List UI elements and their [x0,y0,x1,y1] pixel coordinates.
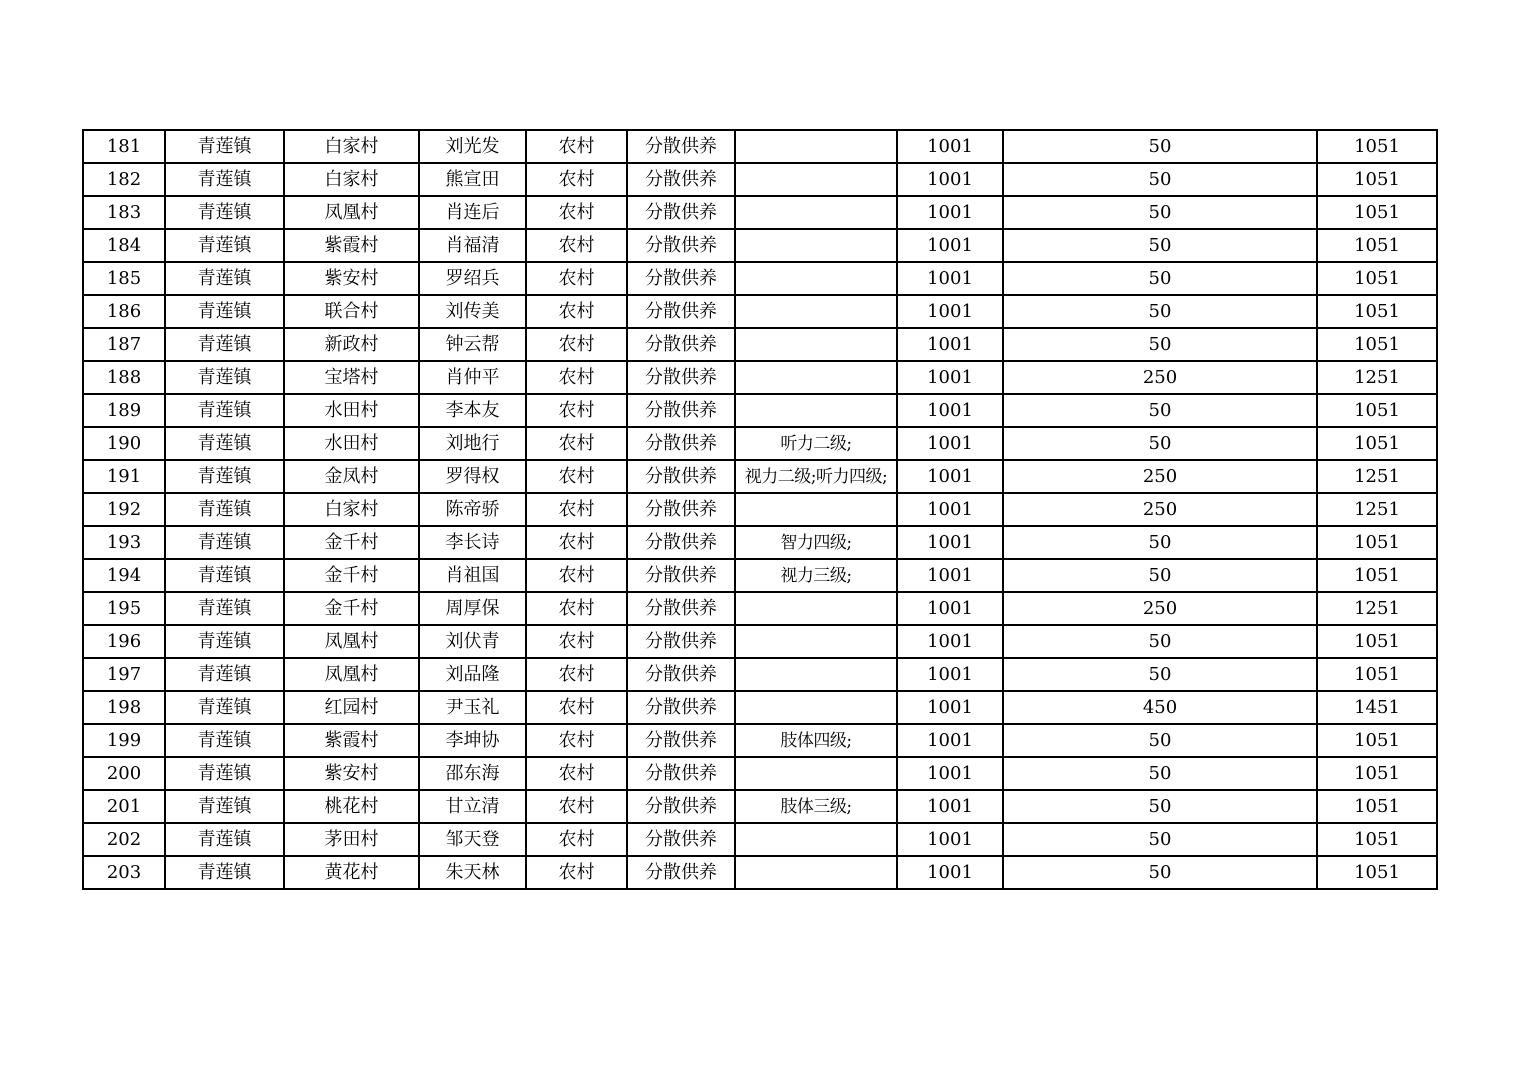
subsidy-amount-cell: 250 [1003,493,1317,526]
serial-number-cell: 195 [83,592,165,625]
base-amount-cell: 1001 [897,592,1003,625]
table-row [83,625,1437,658]
village-cell: 紫安村 [284,262,419,295]
name-cell: 刘伏青 [419,625,526,658]
serial-number-cell: 201 [83,790,165,823]
base-amount-cell: 1001 [897,691,1003,724]
area-type-cell: 农村 [526,361,627,394]
support-type-cell: 分散供养 [627,790,735,823]
support-type-cell: 分散供养 [627,592,735,625]
table-row [83,427,1437,460]
base-amount-cell: 1001 [897,757,1003,790]
area-type-cell: 农村 [526,559,627,592]
serial-number-cell: 184 [83,229,165,262]
name-cell: 陈帝骄 [419,493,526,526]
serial-number-cell: 193 [83,526,165,559]
serial-number-cell: 192 [83,493,165,526]
subsidy-amount-cell: 450 [1003,691,1317,724]
village-cell: 联合村 [284,295,419,328]
total-amount-cell: 1251 [1317,592,1437,625]
disability-note-cell: 视力二级;听力四级; [735,460,897,493]
subsidy-amount-cell: 50 [1003,427,1317,460]
support-type-cell: 分散供养 [627,757,735,790]
disability-note-cell [735,823,897,856]
disability-note-cell [735,328,897,361]
subsidy-amount-cell: 50 [1003,328,1317,361]
disability-note-cell: 听力二级; [735,427,897,460]
support-type-cell: 分散供养 [627,691,735,724]
support-type-cell: 分散供养 [627,724,735,757]
total-amount-cell: 1051 [1317,262,1437,295]
table-row [83,757,1437,790]
table-row [83,229,1437,262]
total-amount-cell: 1051 [1317,163,1437,196]
area-type-cell: 农村 [526,130,627,163]
support-type-cell: 分散供养 [627,262,735,295]
table-row [83,460,1437,493]
total-amount-cell: 1051 [1317,427,1437,460]
serial-number-cell: 188 [83,361,165,394]
name-cell: 肖连后 [419,196,526,229]
village-cell: 黄花村 [284,856,419,889]
subsidy-amount-cell: 50 [1003,823,1317,856]
village-cell: 水田村 [284,427,419,460]
subsidy-amount-cell: 50 [1003,262,1317,295]
name-cell: 甘立清 [419,790,526,823]
town-cell: 青莲镇 [165,526,284,559]
table-row [83,196,1437,229]
total-amount-cell: 1051 [1317,559,1437,592]
subsidy-amount-cell: 250 [1003,361,1317,394]
subsidy-amount-cell: 50 [1003,625,1317,658]
total-amount-cell: 1051 [1317,823,1437,856]
total-amount-cell: 1451 [1317,691,1437,724]
subsidy-amount-cell: 50 [1003,658,1317,691]
table-row [83,691,1437,724]
support-type-cell: 分散供养 [627,559,735,592]
name-cell: 朱天林 [419,856,526,889]
town-cell: 青莲镇 [165,295,284,328]
table-row [83,130,1437,163]
base-amount-cell: 1001 [897,856,1003,889]
area-type-cell: 农村 [526,460,627,493]
total-amount-cell: 1051 [1317,295,1437,328]
data-table [82,129,1438,890]
base-amount-cell: 1001 [897,658,1003,691]
support-type-cell: 分散供养 [627,493,735,526]
area-type-cell: 农村 [526,328,627,361]
area-type-cell: 农村 [526,196,627,229]
base-amount-cell: 1001 [897,196,1003,229]
support-type-cell: 分散供养 [627,658,735,691]
subsidy-amount-cell: 50 [1003,130,1317,163]
town-cell: 青莲镇 [165,229,284,262]
table-row [83,361,1437,394]
base-amount-cell: 1001 [897,493,1003,526]
disability-note-cell [735,394,897,427]
table-row [83,658,1437,691]
serial-number-cell: 198 [83,691,165,724]
village-cell: 白家村 [284,163,419,196]
serial-number-cell: 197 [83,658,165,691]
base-amount-cell: 1001 [897,790,1003,823]
table-row [83,856,1437,889]
town-cell: 青莲镇 [165,130,284,163]
base-amount-cell: 1001 [897,262,1003,295]
disability-note-cell [735,493,897,526]
town-cell: 青莲镇 [165,262,284,295]
area-type-cell: 农村 [526,691,627,724]
serial-number-cell: 182 [83,163,165,196]
area-type-cell: 农村 [526,427,627,460]
village-cell: 金千村 [284,559,419,592]
table-row [83,592,1437,625]
village-cell: 桃花村 [284,790,419,823]
disability-note-cell: 视力三级; [735,559,897,592]
name-cell: 李本友 [419,394,526,427]
area-type-cell: 农村 [526,625,627,658]
disability-note-cell: 肢体三级; [735,790,897,823]
disability-note-cell [735,658,897,691]
area-type-cell: 农村 [526,658,627,691]
village-cell: 水田村 [284,394,419,427]
total-amount-cell: 1051 [1317,526,1437,559]
village-cell: 白家村 [284,493,419,526]
subsidy-amount-cell: 250 [1003,460,1317,493]
name-cell: 尹玉礼 [419,691,526,724]
serial-number-cell: 200 [83,757,165,790]
table-row [83,295,1437,328]
base-amount-cell: 1001 [897,361,1003,394]
subsidy-amount-cell: 50 [1003,196,1317,229]
table-row [83,163,1437,196]
base-amount-cell: 1001 [897,625,1003,658]
area-type-cell: 农村 [526,592,627,625]
disability-note-cell [735,691,897,724]
support-type-cell: 分散供养 [627,229,735,262]
subsidy-amount-cell: 50 [1003,526,1317,559]
village-cell: 凤凰村 [284,196,419,229]
serial-number-cell: 203 [83,856,165,889]
area-type-cell: 农村 [526,856,627,889]
village-cell: 金千村 [284,526,419,559]
subsidy-amount-cell: 50 [1003,394,1317,427]
base-amount-cell: 1001 [897,163,1003,196]
town-cell: 青莲镇 [165,394,284,427]
town-cell: 青莲镇 [165,361,284,394]
town-cell: 青莲镇 [165,823,284,856]
subsidy-amount-cell: 50 [1003,790,1317,823]
name-cell: 刘地行 [419,427,526,460]
town-cell: 青莲镇 [165,559,284,592]
village-cell: 茅田村 [284,823,419,856]
serial-number-cell: 199 [83,724,165,757]
base-amount-cell: 1001 [897,394,1003,427]
subsidy-amount-cell: 50 [1003,757,1317,790]
disability-note-cell [735,757,897,790]
subsidy-amount-cell: 50 [1003,163,1317,196]
town-cell: 青莲镇 [165,460,284,493]
total-amount-cell: 1051 [1317,856,1437,889]
base-amount-cell: 1001 [897,460,1003,493]
support-type-cell: 分散供养 [627,427,735,460]
serial-number-cell: 191 [83,460,165,493]
table-row [83,790,1437,823]
base-amount-cell: 1001 [897,526,1003,559]
serial-number-cell: 183 [83,196,165,229]
area-type-cell: 农村 [526,394,627,427]
total-amount-cell: 1051 [1317,229,1437,262]
area-type-cell: 农村 [526,757,627,790]
town-cell: 青莲镇 [165,592,284,625]
town-cell: 青莲镇 [165,757,284,790]
subsidy-amount-cell: 50 [1003,295,1317,328]
town-cell: 青莲镇 [165,493,284,526]
village-cell: 紫霞村 [284,724,419,757]
support-type-cell: 分散供养 [627,295,735,328]
serial-number-cell: 189 [83,394,165,427]
village-cell: 宝塔村 [284,361,419,394]
serial-number-cell: 181 [83,130,165,163]
disability-note-cell [735,295,897,328]
area-type-cell: 农村 [526,493,627,526]
village-cell: 凤凰村 [284,658,419,691]
town-cell: 青莲镇 [165,856,284,889]
total-amount-cell: 1051 [1317,328,1437,361]
village-cell: 紫霞村 [284,229,419,262]
base-amount-cell: 1001 [897,328,1003,361]
support-type-cell: 分散供养 [627,163,735,196]
name-cell: 李坤协 [419,724,526,757]
area-type-cell: 农村 [526,163,627,196]
support-type-cell: 分散供养 [627,361,735,394]
disability-note-cell [735,856,897,889]
area-type-cell: 农村 [526,823,627,856]
town-cell: 青莲镇 [165,163,284,196]
name-cell: 肖仲平 [419,361,526,394]
subsidy-amount-cell: 50 [1003,724,1317,757]
subsidy-amount-cell: 250 [1003,592,1317,625]
total-amount-cell: 1051 [1317,790,1437,823]
support-type-cell: 分散供养 [627,823,735,856]
disability-note-cell [735,163,897,196]
support-type-cell: 分散供养 [627,625,735,658]
subsidy-amount-cell: 50 [1003,856,1317,889]
base-amount-cell: 1001 [897,229,1003,262]
disability-note-cell [735,130,897,163]
total-amount-cell: 1251 [1317,493,1437,526]
town-cell: 青莲镇 [165,724,284,757]
total-amount-cell: 1051 [1317,724,1437,757]
serial-number-cell: 185 [83,262,165,295]
table-row [83,262,1437,295]
support-type-cell: 分散供养 [627,130,735,163]
disability-note-cell [735,229,897,262]
area-type-cell: 农村 [526,526,627,559]
table-row [83,559,1437,592]
total-amount-cell: 1051 [1317,196,1437,229]
serial-number-cell: 194 [83,559,165,592]
base-amount-cell: 1001 [897,724,1003,757]
base-amount-cell: 1001 [897,295,1003,328]
disability-note-cell [735,625,897,658]
base-amount-cell: 1001 [897,823,1003,856]
base-amount-cell: 1001 [897,559,1003,592]
table-row [83,493,1437,526]
name-cell: 肖福清 [419,229,526,262]
table-row [83,526,1437,559]
town-cell: 青莲镇 [165,691,284,724]
village-cell: 新政村 [284,328,419,361]
total-amount-cell: 1051 [1317,130,1437,163]
name-cell: 刘光发 [419,130,526,163]
name-cell: 周厚保 [419,592,526,625]
serial-number-cell: 202 [83,823,165,856]
support-type-cell: 分散供养 [627,328,735,361]
total-amount-cell: 1051 [1317,658,1437,691]
village-cell: 红园村 [284,691,419,724]
name-cell: 罗绍兵 [419,262,526,295]
support-type-cell: 分散供养 [627,196,735,229]
town-cell: 青莲镇 [165,427,284,460]
support-type-cell: 分散供养 [627,460,735,493]
village-cell: 凤凰村 [284,625,419,658]
disability-note-cell [735,196,897,229]
area-type-cell: 农村 [526,790,627,823]
name-cell: 钟云帮 [419,328,526,361]
serial-number-cell: 190 [83,427,165,460]
table-row [83,328,1437,361]
base-amount-cell: 1001 [897,427,1003,460]
village-cell: 金千村 [284,592,419,625]
support-type-cell: 分散供养 [627,856,735,889]
subsidy-amount-cell: 50 [1003,229,1317,262]
disability-note-cell [735,262,897,295]
town-cell: 青莲镇 [165,658,284,691]
town-cell: 青莲镇 [165,196,284,229]
base-amount-cell: 1001 [897,130,1003,163]
table-row [83,724,1437,757]
total-amount-cell: 1051 [1317,394,1437,427]
area-type-cell: 农村 [526,229,627,262]
village-cell: 金凤村 [284,460,419,493]
name-cell: 罗得权 [419,460,526,493]
support-type-cell: 分散供养 [627,526,735,559]
name-cell: 李长诗 [419,526,526,559]
area-type-cell: 农村 [526,724,627,757]
total-amount-cell: 1251 [1317,460,1437,493]
table-row [83,823,1437,856]
disability-note-cell: 肢体四级; [735,724,897,757]
town-cell: 青莲镇 [165,328,284,361]
village-cell: 白家村 [284,130,419,163]
disability-note-cell [735,361,897,394]
name-cell: 刘传美 [419,295,526,328]
town-cell: 青莲镇 [165,625,284,658]
area-type-cell: 农村 [526,295,627,328]
name-cell: 熊宣田 [419,163,526,196]
town-cell: 青莲镇 [165,790,284,823]
disability-note-cell: 智力四级; [735,526,897,559]
total-amount-cell: 1051 [1317,757,1437,790]
name-cell: 邹天登 [419,823,526,856]
table-body [83,130,1437,889]
total-amount-cell: 1251 [1317,361,1437,394]
subsidy-amount-cell: 50 [1003,559,1317,592]
support-type-cell: 分散供养 [627,394,735,427]
disability-note-cell [735,592,897,625]
total-amount-cell: 1051 [1317,625,1437,658]
serial-number-cell: 196 [83,625,165,658]
table-row [83,394,1437,427]
serial-number-cell: 186 [83,295,165,328]
name-cell: 刘品隆 [419,658,526,691]
name-cell: 肖祖国 [419,559,526,592]
area-type-cell: 农村 [526,262,627,295]
serial-number-cell: 187 [83,328,165,361]
village-cell: 紫安村 [284,757,419,790]
name-cell: 邵东海 [419,757,526,790]
